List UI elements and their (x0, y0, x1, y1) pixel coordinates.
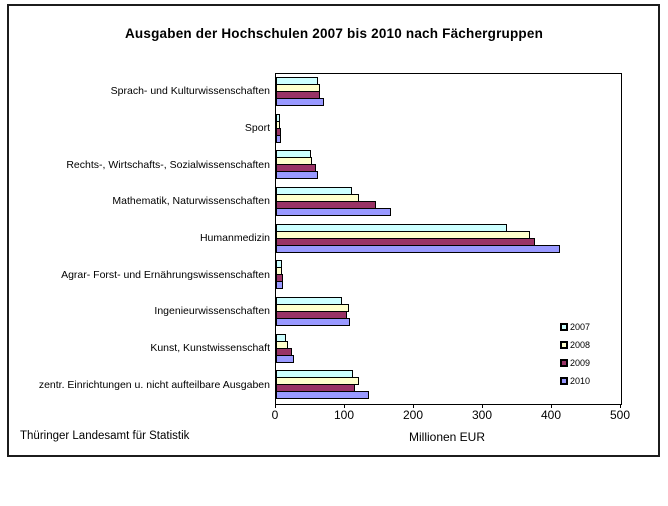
legend-marker-icon (560, 359, 568, 367)
tick-label-200: 200 (402, 408, 424, 422)
x-axis-title: Millionen EUR (408, 430, 486, 444)
category-label: Agrar- Forst- und Ernährungswissenschaften (61, 268, 270, 281)
category-label: Sport (244, 122, 270, 134)
bar-2010 (276, 281, 283, 289)
legend-label: 2008 (570, 340, 591, 350)
bar-2010 (276, 245, 560, 253)
legend-label: 2010 (570, 376, 591, 386)
bar-2010 (276, 135, 281, 143)
category-label: Rechts-, Wirtschafts-, Sozialwissenschaften (66, 158, 270, 171)
bar-2010 (276, 208, 391, 216)
tick-label-400: 400 (540, 408, 562, 422)
chart-title: Ausgaben der Hochschulen 2007 bis 2010 nach Fächergruppen (124, 26, 544, 41)
legend-marker-icon (560, 341, 568, 349)
source-note: Thüringer Landesamt für Statistik (20, 430, 190, 442)
legend-label: 2007 (570, 322, 591, 332)
bar-2010 (276, 98, 324, 106)
legend-label: 2009 (570, 358, 591, 368)
category-label: Mathematik, Naturwissenschaften (112, 195, 270, 208)
category-label: Ingenieurwissenschaften (154, 305, 270, 318)
category-label: zentr. Einrichtungen u. nicht aufteilbare Ausgaben (38, 378, 270, 391)
tick-label-300: 300 (471, 408, 493, 422)
bar-2010 (276, 318, 350, 326)
legend-marker-icon (560, 377, 568, 385)
bar-2010 (276, 391, 369, 399)
tick-label-100: 100 (333, 408, 355, 422)
category-label: Humanmedizin (199, 232, 270, 244)
tick-label-0: 0 (271, 408, 279, 422)
tick-label-500: 500 (609, 408, 631, 422)
category-label: Kunst, Kunstwissenschaft (150, 342, 270, 354)
category-label: Sprach- und Kulturwissenschaften (110, 85, 270, 98)
legend-marker-icon (560, 323, 568, 331)
bar-2010 (276, 355, 294, 363)
bar-2010 (276, 171, 318, 179)
